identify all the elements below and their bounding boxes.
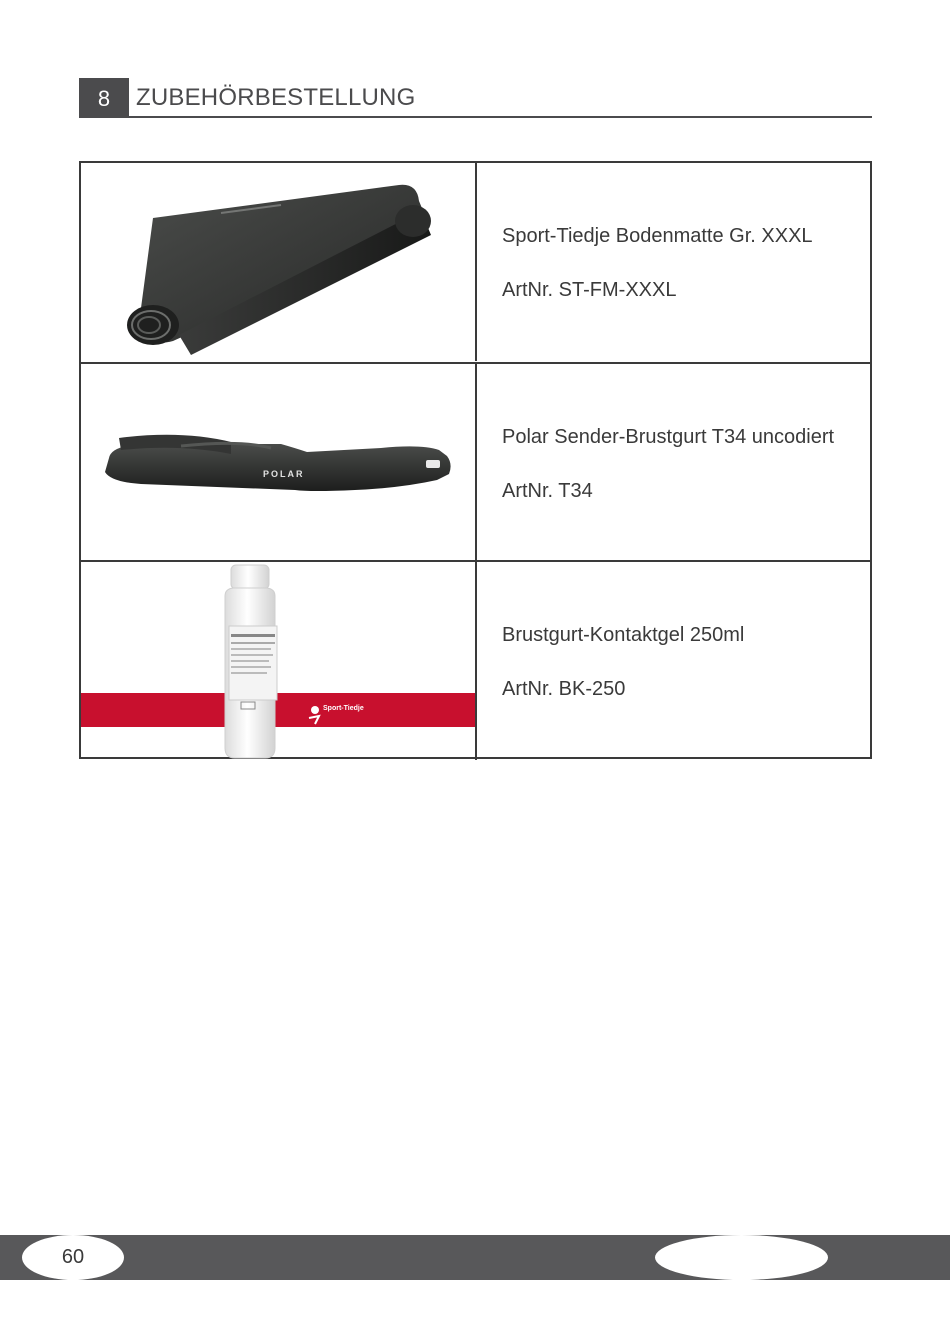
item-description-cell [475,364,870,562]
polar-logo: POLAR [263,469,305,479]
section-divider [79,116,872,118]
article-number: ArtNr. ST-FM-XXXL [502,279,677,301]
article-number: ArtNr. T34 [502,480,593,502]
item-name: Brustgurt-Kontaktgel 250ml [502,624,745,646]
item-description-cell [475,163,870,361]
chest-strap-image [81,364,475,562]
contact-gel-bottle-image [81,562,475,760]
table-row [81,163,870,361]
accessories-table [79,161,872,759]
table-row [81,362,870,562]
article-number: ArtNr. BK-250 [502,678,626,700]
section-header [79,78,872,118]
table-row [81,560,870,760]
footer-pill [655,1235,828,1280]
floor-mat-image [81,163,475,361]
section-number: 8 [79,78,129,118]
item-name: Polar Sender-Brustgurt T34 uncodiert [502,426,835,448]
section-title: ZUBEHÖRBESTELLUNG [136,84,416,111]
page-number: 60 [61,1246,85,1268]
item-description-cell [475,562,870,760]
item-name: Sport-Tiedje Bodenmatte Gr. XXXL [502,225,813,247]
sport-tiedje-logo: Sport-Tiedje [323,705,364,712]
